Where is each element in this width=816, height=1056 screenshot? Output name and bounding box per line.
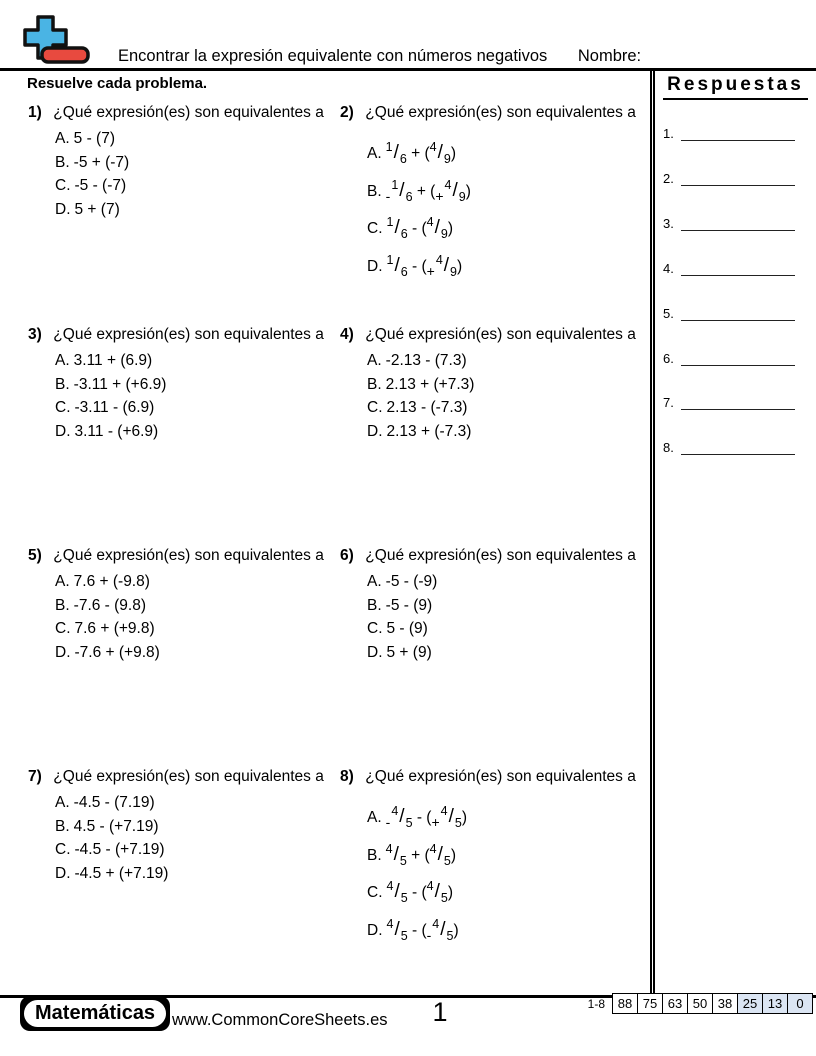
expression-text: ) [450, 145, 457, 162]
choice-D [367, 644, 648, 661]
expression-text: -3.11 - (6.9) [74, 399, 155, 416]
instruction-text: Resuelve cada problema. [27, 75, 208, 92]
choice-A [55, 573, 340, 590]
problem-number: 6) [340, 547, 354, 564]
expression-text: -5 - (-9) [385, 573, 438, 590]
answer-blank[interactable] [681, 260, 795, 276]
choice-expression [387, 644, 432, 661]
fraction-slash: / [443, 254, 450, 276]
choice-D [367, 243, 648, 279]
choice-label: D. [367, 643, 383, 661]
expression-text: ) [447, 884, 453, 901]
expression-text: -4.5 - (+7.19) [74, 841, 165, 858]
choice-C [367, 399, 648, 416]
fraction-slash: / [434, 881, 440, 902]
problem-question: ¿Qué expresión(es) son equivalentes a [49, 547, 324, 564]
choice-A [367, 573, 648, 590]
expression-text: -5 - (9) [385, 596, 433, 614]
choice-A [367, 352, 648, 369]
expression-text: -7.6 - (9.8) [73, 596, 147, 614]
fraction [429, 841, 451, 868]
answer-slot-2 [663, 170, 795, 186]
choice-expression [75, 423, 159, 440]
choice-expression [385, 841, 457, 868]
choice-A [367, 794, 648, 830]
fraction-numerator: 4 [444, 177, 452, 192]
fraction-slash: / [399, 806, 405, 827]
problem-header [340, 767, 648, 786]
expression-text: -3.11 + (+6.9) [73, 375, 167, 393]
expression-text: - ( [407, 921, 427, 939]
choice-expression [386, 573, 438, 590]
choice-label: A. [367, 573, 382, 590]
score-cell: 50 [687, 994, 712, 1013]
choice-B [55, 597, 340, 614]
answer-slot-3 [663, 215, 795, 231]
answer-blank[interactable] [681, 350, 795, 366]
expression-text: ) [465, 182, 471, 200]
score-table [612, 993, 813, 1014]
fraction [429, 140, 451, 166]
expression-text: 2.13 - (-7.3) [386, 399, 468, 416]
choice-label: B. [367, 596, 382, 614]
expression-text: - ( [407, 220, 427, 237]
choice-expression [74, 573, 150, 590]
choice-label: A. [55, 130, 70, 147]
fraction-numerator: 4 [435, 252, 443, 267]
choice-B [55, 376, 340, 393]
fraction-denominator: 5 [443, 853, 451, 868]
plus-minus-logo [14, 12, 98, 66]
fraction [385, 804, 413, 830]
problem-question: ¿Qué expresión(es) son equivalentes a [361, 768, 636, 785]
fraction-sign: - [426, 926, 432, 943]
choice-C [367, 620, 648, 637]
score-strip [588, 993, 813, 1014]
answer-blank[interactable] [681, 394, 795, 410]
choice-D [55, 423, 340, 440]
fraction-denominator: 5 [446, 928, 454, 943]
choice-expression [74, 130, 115, 147]
fraction-slash: / [437, 142, 443, 163]
fraction [386, 252, 408, 279]
fraction [385, 177, 413, 204]
choice-C [367, 205, 648, 241]
problem-question: ¿Qué expresión(es) son equivalentes a [361, 104, 636, 121]
choice-expression [386, 916, 459, 943]
choice-expression [387, 620, 428, 637]
choice-expression [386, 376, 475, 393]
expression-text: + ( [412, 182, 436, 200]
problem-header [28, 546, 340, 565]
choice-C [55, 841, 340, 858]
score-cell: 13 [762, 994, 787, 1013]
choice-label: A. [55, 794, 70, 811]
fraction-numerator: 4 [432, 916, 440, 931]
answer-blank[interactable] [681, 215, 795, 231]
answer-blank[interactable] [681, 439, 795, 455]
expression-text: 2.13 + (+7.3) [385, 375, 475, 393]
fraction-denominator: 6 [399, 152, 407, 166]
fraction [435, 177, 466, 204]
answer-slot-4 [663, 260, 795, 276]
choice-label: C. [55, 620, 71, 637]
choice-C [55, 620, 340, 637]
fraction-denominator: 5 [440, 891, 448, 905]
fraction-sign: + [426, 262, 435, 279]
fraction-slash: / [394, 918, 400, 940]
answer-number: 3. [663, 216, 674, 231]
fraction-denominator: 9 [443, 152, 451, 166]
choice-label: D. [55, 422, 71, 440]
fraction-numerator: 4 [440, 804, 448, 818]
choice-label: D. [55, 200, 71, 218]
answers-title-wrap [655, 74, 816, 100]
problem-1 [28, 103, 340, 325]
fraction-denominator: 9 [440, 227, 448, 241]
fraction [385, 841, 407, 868]
choice-D [55, 644, 340, 661]
fraction-sign: - [385, 187, 391, 204]
problem-header [28, 325, 340, 344]
fraction-slash: / [394, 881, 400, 902]
answer-number: 5. [663, 306, 674, 321]
choice-B [367, 376, 648, 393]
expression-text: + ( [406, 145, 430, 162]
choice-label: C. [367, 884, 383, 901]
fraction-slash: / [437, 843, 443, 865]
fraction-numerator: 4 [429, 841, 437, 856]
choice-A [55, 794, 340, 811]
choice-label: D. [367, 257, 383, 275]
expression-text: 3.11 - (+6.9) [74, 422, 159, 440]
fraction-numerator: 4 [385, 841, 393, 856]
choice-label: B. [55, 817, 70, 835]
problem-header [28, 767, 340, 786]
answer-slot-7 [663, 394, 795, 410]
choice-label: A. [55, 573, 70, 590]
choice-B [55, 154, 340, 171]
answer-blank[interactable] [681, 170, 795, 186]
problem-6 [340, 546, 648, 767]
expression-text: ) [453, 921, 459, 939]
website-url: www.CommonCoreSheets.es [172, 1011, 388, 1029]
choice-label: D. [55, 864, 71, 882]
choice-expression [386, 597, 433, 614]
choice-expression [75, 620, 155, 637]
fraction [426, 252, 457, 279]
problem-header [28, 103, 340, 122]
page-title: Encontrar la expresión equivalente con números negativos [118, 47, 548, 65]
choice-C [55, 177, 340, 194]
choice-expression [386, 879, 453, 905]
answers-title: Respuestas [663, 74, 808, 100]
choices-list [367, 573, 648, 661]
answer-number: 7. [663, 395, 674, 410]
expression-text: 3.11 + (6.9) [73, 352, 153, 369]
choices-list [55, 573, 340, 661]
answer-slot-6 [663, 350, 795, 366]
fraction-numerator: 4 [391, 804, 399, 818]
choice-expression [74, 597, 146, 614]
choice-C [367, 869, 648, 905]
expression-text: -4.5 - (7.19) [73, 794, 155, 811]
problem-number: 3) [28, 326, 42, 343]
expression-text: ) [447, 220, 453, 237]
choice-expression [385, 177, 471, 204]
choice-A [55, 352, 340, 369]
page-number: 1 [432, 997, 448, 1027]
title-row [118, 47, 641, 66]
answer-slot-1 [663, 125, 795, 141]
problem-8 [340, 767, 648, 944]
fraction-denominator: 5 [400, 891, 408, 905]
choice-expression [74, 154, 130, 171]
fraction-numerator: 1 [385, 140, 393, 154]
choice-expression [75, 865, 169, 882]
content-area [0, 71, 816, 995]
answer-number: 1. [663, 126, 674, 141]
choice-expression [385, 804, 467, 830]
score-range-label: 1-8 [587, 997, 605, 1011]
expression-text: 5 + (9) [386, 643, 432, 661]
fraction [386, 879, 408, 905]
score-cell: 0 [787, 994, 812, 1013]
choice-label: D. [367, 422, 383, 440]
choice-label: A. [367, 145, 382, 162]
choice-D [55, 201, 340, 218]
choice-label: A. [367, 352, 382, 369]
choice-expression [386, 352, 467, 369]
expression-text: ) [461, 809, 467, 826]
score-cell: 38 [712, 994, 737, 1013]
brand-badge [20, 996, 170, 1031]
fraction-slash: / [393, 142, 399, 163]
choice-label: B. [367, 846, 382, 864]
problem-question: ¿Qué expresión(es) son equivalentes a [49, 768, 324, 785]
fraction-slash: / [399, 179, 405, 201]
choice-expression [387, 423, 472, 440]
choice-expression [75, 841, 165, 858]
fraction-slash: / [394, 217, 400, 238]
answer-slot-8 [663, 439, 795, 455]
problem-4 [340, 325, 648, 546]
answer-number: 8. [663, 440, 674, 455]
brand-name: Matemáticas [24, 1000, 166, 1027]
expression-text: 4.5 - (+7.19) [73, 817, 159, 835]
fraction-denominator: 6 [405, 189, 413, 204]
expression-text: + ( [406, 846, 430, 864]
problems-area [0, 71, 650, 995]
fraction-sign: + [431, 814, 440, 830]
expression-text: -2.13 - (7.3) [385, 352, 467, 369]
answer-number: 6. [663, 351, 674, 366]
choice-label: C. [55, 399, 71, 416]
fraction-numerator: 4 [429, 140, 437, 154]
fraction-denominator: 5 [405, 816, 413, 830]
fraction-numerator: 4 [386, 916, 394, 931]
fraction-slash: / [434, 217, 440, 238]
answer-blank[interactable] [681, 305, 795, 321]
choice-expression [74, 794, 155, 811]
choice-A [367, 130, 648, 166]
choice-D [367, 423, 648, 440]
expression-text: 2.13 + (-7.3) [386, 422, 472, 440]
problem-number: 8) [340, 768, 354, 785]
fraction [386, 215, 408, 241]
expression-text: -5 - (-7) [74, 177, 127, 194]
choice-label: D. [55, 643, 71, 661]
expression-text: ) [450, 846, 457, 864]
fraction-numerator: 1 [386, 252, 394, 267]
fraction [426, 215, 448, 241]
problem-question: ¿Qué expresión(es) son equivalentes a [49, 104, 324, 121]
problem-number: 2) [340, 104, 354, 121]
expression-text: -5 + (-7) [73, 153, 130, 171]
choices-list [367, 130, 648, 279]
fraction-denominator: 9 [458, 189, 466, 204]
choice-D [55, 865, 340, 882]
score-cell: 75 [637, 994, 662, 1013]
expression-text: 5 - (9) [386, 620, 428, 637]
expression-text: - ( [407, 884, 427, 901]
problem-question: ¿Qué expresión(es) son equivalentes a [49, 326, 324, 343]
choice-B [367, 168, 648, 204]
answer-blank[interactable] [681, 125, 795, 141]
fraction [431, 804, 462, 830]
fraction-sign: - [385, 814, 391, 830]
choice-label: B. [367, 182, 382, 200]
fraction [385, 140, 407, 166]
problem-3 [28, 325, 340, 546]
problem-header [340, 325, 648, 344]
choice-label: B. [55, 375, 70, 393]
fraction-slash: / [394, 254, 400, 276]
choice-label: C. [367, 620, 383, 637]
choice-label: C. [55, 841, 71, 858]
expression-text: 7.6 + (-9.8) [73, 573, 150, 590]
fraction-slash: / [448, 806, 454, 827]
expression-text: - ( [412, 809, 432, 826]
answer-slot-5 [663, 305, 795, 321]
fraction-slash: / [452, 179, 458, 201]
choice-expression [386, 215, 453, 241]
choice-label: C. [367, 399, 383, 416]
problem-header [340, 103, 648, 122]
fraction [426, 916, 454, 943]
fraction-denominator: 5 [400, 928, 408, 943]
expression-text: 5 - (7) [73, 130, 115, 147]
problem-question: ¿Qué expresión(es) son equivalentes a [361, 326, 636, 343]
choice-label: A. [367, 809, 382, 826]
choices-list [367, 352, 648, 440]
choice-expression [387, 399, 468, 416]
fraction [386, 916, 408, 943]
choice-label: D. [367, 921, 383, 939]
fraction-numerator: 4 [426, 879, 434, 893]
choice-label: B. [55, 153, 70, 171]
fraction-denominator: 6 [400, 227, 408, 241]
expression-text: 7.6 + (+9.8) [74, 620, 155, 637]
choice-D [367, 907, 648, 943]
fraction-denominator: 5 [454, 816, 462, 830]
choice-expression [75, 644, 160, 661]
fraction-numerator: 1 [386, 215, 394, 229]
fraction-numerator: 4 [426, 215, 434, 229]
fraction-denominator: 5 [399, 853, 407, 868]
choice-expression [75, 177, 127, 194]
choices-list [367, 794, 648, 943]
score-cell: 88 [613, 994, 637, 1013]
choice-B [367, 597, 648, 614]
choices-list [55, 130, 340, 218]
choice-C [55, 399, 340, 416]
problem-number: 1) [28, 104, 42, 121]
answers-column [650, 71, 816, 995]
choice-expression [385, 140, 457, 166]
choices-list [55, 794, 340, 882]
problem-header [340, 546, 648, 565]
fraction [426, 879, 448, 905]
score-cell: 63 [662, 994, 687, 1013]
choice-expression [75, 201, 120, 218]
answer-number: 4. [663, 261, 674, 276]
choice-expression [75, 399, 155, 416]
problem-number: 7) [28, 768, 42, 785]
choice-B [55, 818, 340, 835]
plus-minus-logo-icon [14, 12, 98, 66]
problem-5 [28, 546, 340, 767]
choice-A [55, 130, 340, 147]
expression-text: -4.5 + (+7.19) [74, 864, 169, 882]
choice-label: B. [367, 375, 382, 393]
expression-text: 5 + (7) [74, 200, 120, 218]
choice-label: C. [55, 177, 71, 194]
problems-grid [28, 103, 648, 944]
expression-text: -7.6 + (+9.8) [74, 643, 160, 661]
expression-text: ) [457, 257, 463, 275]
fraction-denominator: 9 [450, 264, 457, 279]
choice-label: A. [55, 352, 70, 369]
expression-text: - ( [407, 257, 427, 275]
problem-7 [28, 767, 340, 944]
choice-expression [386, 252, 463, 279]
choice-expression [74, 352, 153, 369]
problem-number: 4) [340, 326, 354, 343]
fraction-slash: / [440, 918, 446, 940]
choice-B [367, 832, 648, 868]
choice-label: B. [55, 596, 70, 614]
fraction-numerator: 1 [391, 177, 399, 192]
choice-expression [74, 376, 167, 393]
fraction-sign: + [435, 187, 444, 204]
choices-list [55, 352, 340, 440]
fraction-slash: / [393, 843, 399, 865]
choice-expression [74, 818, 159, 835]
score-cell: 25 [737, 994, 762, 1013]
answer-number: 2. [663, 171, 674, 186]
problem-question: ¿Qué expresión(es) son equivalentes a [361, 547, 636, 564]
problem-number: 5) [28, 547, 42, 564]
fraction-numerator: 4 [386, 879, 394, 893]
problem-2 [340, 103, 648, 325]
name-label: Nombre: [577, 47, 642, 65]
fraction-denominator: 6 [400, 264, 408, 279]
choice-label: C. [367, 220, 383, 237]
